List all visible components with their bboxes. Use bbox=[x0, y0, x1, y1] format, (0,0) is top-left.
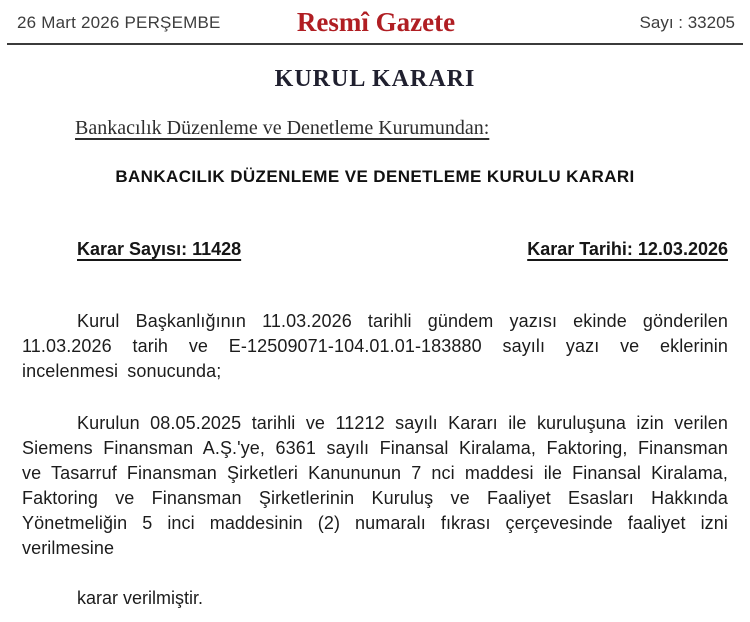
gazette-masthead bbox=[0, 0, 750, 38]
gazette-title: Resmî Gazete bbox=[296, 7, 456, 37]
closing-line: karar verilmiştir. bbox=[77, 588, 204, 608]
decision-date: Karar Tarihi: 12.03.2026 bbox=[527, 239, 728, 259]
decision-number: Karar Sayısı: 11428 bbox=[77, 239, 242, 259]
decision-document bbox=[0, 66, 750, 609]
header-divider bbox=[7, 43, 743, 45]
issuing-authority-line: Bankacılık Düzenleme ve Denetleme Kurumundan: bbox=[75, 117, 490, 139]
decision-heading: BANKACILIK DÜZENLEME VE DENETLEME KURULU KARARI bbox=[115, 167, 635, 186]
paragraph-preamble: Kurul Başkanlığının 11.03.2026 tarihli gündem yazısı ekinde gönderilen 11.03.2026 tarih ve E-12509071-104.01.01-183880 sayılı yazı ve eklerinin incelenmesi sonucunda; bbox=[22, 311, 728, 381]
decision-meta-row bbox=[77, 239, 728, 260]
section-title: KURUL KARARI bbox=[274, 66, 476, 92]
gazette-issue-number: Sayı : 33205 bbox=[639, 12, 735, 32]
paragraph-decision: Kurulun 08.05.2025 tarihli ve 11212 sayılı Kararı ile kuruluşuna izin verilen Siemens Finansman A.Ş.'ye, 6361 sayılı Finansal Kiralama, Faktoring, Finansman ve Tasarruf Finansman Şirketleri Kanununun 7 nci maddesi ile Finansal Kiralama, Faktoring ve Finansman Şirketlerinin Kuruluş ve Faaliyet Esasları Hakkında Yönetmeliğin 5 inci maddesinin (2) numaralı fıkrası çerçevesinde faaliyet izni verilmesine bbox=[22, 413, 728, 558]
gazette-date: 26 Mart 2026 PERŞEMBE bbox=[17, 12, 221, 32]
